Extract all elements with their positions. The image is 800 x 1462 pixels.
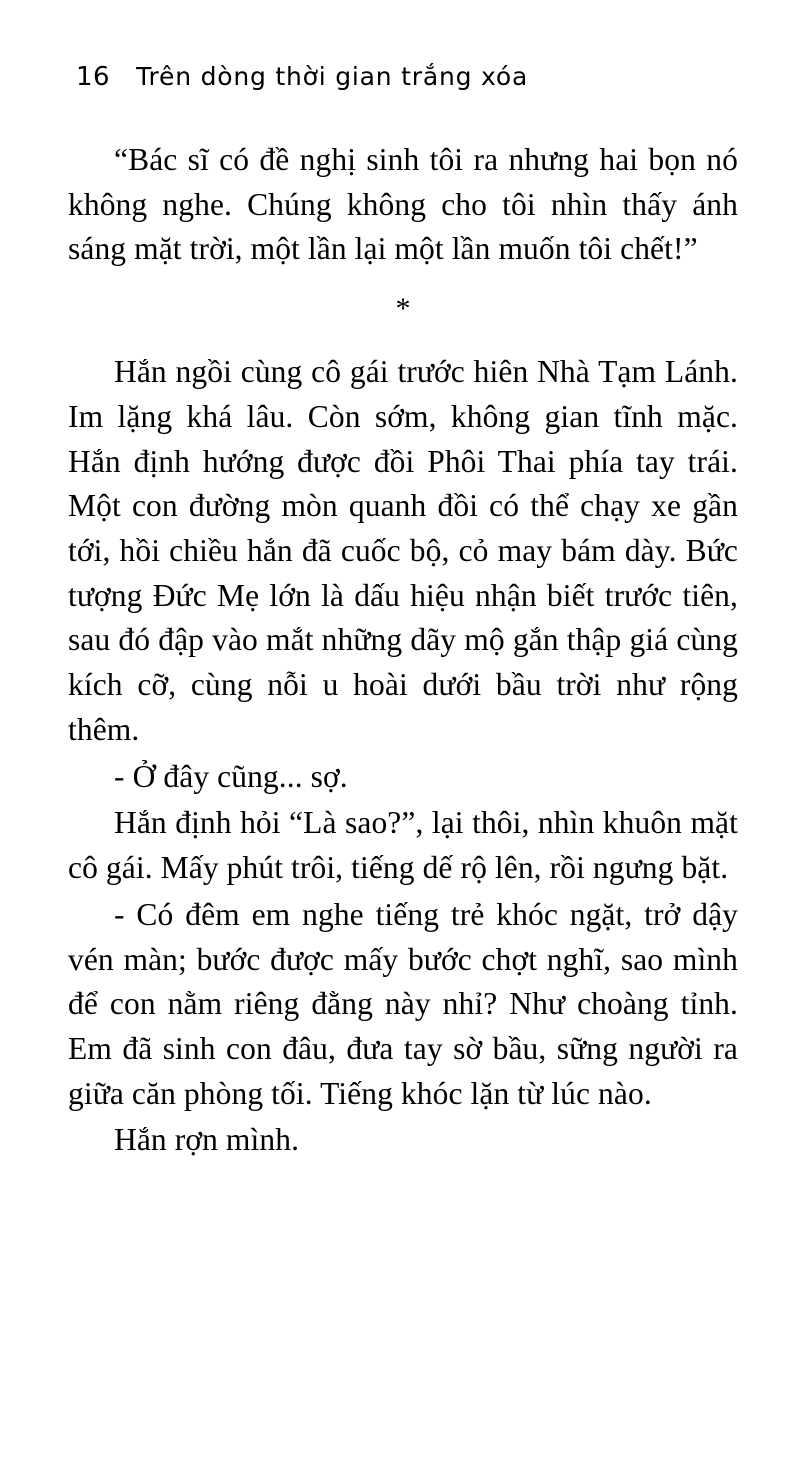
page-number: 16 (76, 62, 111, 92)
paragraph-3: - Ở đây cũng... sợ. (114, 758, 348, 794)
section-divider: * (395, 292, 411, 326)
body-text (68, 138, 738, 1163)
paragraph-6: Hắn rợn mình. (114, 1122, 300, 1158)
paragraph-5: - Có đêm em nghe tiếng trẻ khóc ngặt, trở dậy vén màn; bước được mấy bước chợt nghĩ, sao mình để con nằm riêng đằng này nhỉ? Như choàng tỉnh. Em đã sinh con đâu, đưa tay sờ bầu, sững người ra giữa căn phòng tối. Tiếng khóc lặn từ lúc nào. (68, 896, 738, 1111)
paragraph-4: Hắn định hỏi “Là sao?”, lại thôi, nhìn khuôn mặt cô gái. Mấy phút trôi, tiếng dế rộ lên, rồi ngưng bặt. (68, 805, 738, 886)
running-head (68, 62, 738, 92)
book-title: Trên dòng thời gian trắng xóa (136, 62, 529, 91)
paragraph-2: Hắn ngồi cùng cô gái trước hiên Nhà Tạm Lánh. Im lặng khá lâu. Còn sớm, không gian tĩnh mặc. Hắn định hướng được đồi Phôi Thai phía tay trái. Một con đường mòn quanh đồi có thể chạy xe gần tới, hồi chiều hắn đã cuốc bộ, cỏ may bám dày. Bức tượng Đức Mẹ lớn là dấu hiệu nhận biết trước tiên, sau đó đập vào mắt những dãy mộ gắn thập giá cùng kích cỡ, cùng nỗi u hoài dưới bầu trời như rộng thêm. (68, 354, 738, 747)
paragraph-1: “Bác sĩ có đề nghị sinh tôi ra nhưng hai bọn nó không nghe. Chúng không cho tôi nhìn thấy ánh sáng mặt trời, một lần lại một lần muốn tôi chết!” (68, 142, 738, 267)
